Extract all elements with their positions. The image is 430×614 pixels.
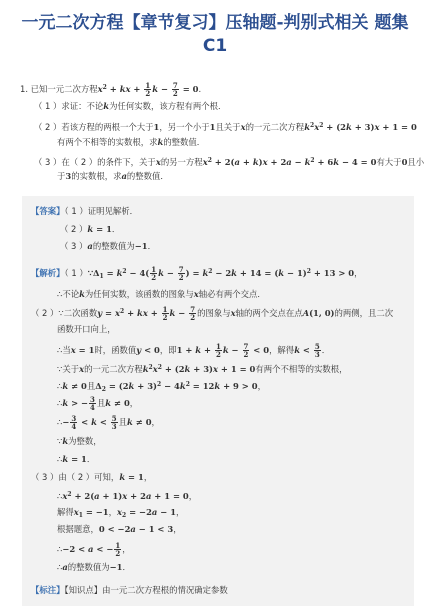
analysis-line-13: $\therefore x^2 + 2(a + 1)x + 2a + 1 = 0$， [57, 491, 198, 501]
analysis-line-7: ∴k ≠ 0且$\Delta_2 = (2k + 3)^2 - 4k^2 = 12k + 9 > 0$， [57, 381, 266, 393]
question-part-1: （ 1 ）求证：不论k为任何实数，该方程有两个根． [34, 101, 227, 111]
analysis-line-14: 解得$x_1 = -1$，$x_2 = -2a - 1$， [57, 507, 185, 519]
analysis-line-1: 【解析】（ 1 ）$\because\Delta_1 = k^2 - 4$( $\frac{1}{2}$ k − $\frac{7}{2}$ ) = $k^2 - 2k + 14 = (k - 1)^2 + 13 > 0$， [31, 265, 363, 282]
question-part-2: （ 2 ）若该方程的两根一个大于1，另一个小于1且关于x的一元二次方程$k^2x^2 + (2k + 3)x + 1 = 0$ [34, 122, 417, 132]
note-line: 【标注】【知识点】由一元二次方程根的情况确定参数 [31, 585, 228, 595]
analysis-tag: 【解析】 [31, 268, 65, 278]
question-part-3-line-2: 于3的实数根，求a的整数值． [57, 171, 169, 181]
answer-tag: 【答案】 [31, 206, 65, 216]
answer-line-3: （ 3 ）a的整数值为−1． [60, 241, 156, 251]
analysis-line-11: ∴k = 1． [57, 454, 96, 464]
analysis-line-12: （ 3 ）由（ 2 ）可知，k = 1， [31, 472, 153, 482]
note-tag: 【标注】 [31, 585, 65, 595]
analysis-line-3: （ 2 ）∵二次函数$y = x^2$ + kx + $\frac{1}{2}$ k − $\frac{7}{2}$ 的图象与x轴的两个交点在点A(1, 0)的两侧，且二次 [31, 305, 394, 322]
question-part-2-line-2: 有两个不相等的实数根，求k的整数值． [57, 137, 206, 147]
page-title [0, 12, 430, 58]
analysis-line-5: ∴当x = 1时，函数值y < 0，即1 + k + $\frac{1}{2}$ k − $\frac{7}{2}$ < 0，解得k < $\frac{5}{3}$ ． [57, 342, 331, 359]
answer-line-2: （ 2 ）k = 1． [60, 224, 121, 234]
analysis-line-9: ∴− $\frac{3}{4}$ < k < $\frac{5}{3}$ 且k ≠ 0， [57, 414, 160, 431]
title-line-2: C1 [202, 36, 228, 56]
analysis-line-8: ∴k > − $\frac{3}{4}$ 且k ≠ 0， [57, 395, 139, 412]
analysis-line-2: ∴不论k为任何实数，该函数的图象与x轴必有两个交点． [57, 289, 266, 299]
answer-line-1: 【答案】（ 1 ）证明见解析． [31, 206, 138, 216]
analysis-line-6: ∵关于x的一元二次方程$k^2x^2 + (2k + 3)x + 1 = 0$有两个不相等的实数根， [57, 364, 348, 374]
question-part-3: （ 3 ）在（ 2 ）的条件下，关于x的另一方程$x^2 + 2(a + k)x + 2a - k^2 + 6k - 4 = 0$有大于0且小 [34, 157, 425, 167]
analysis-line-15: 根据题意，0 < −2a − 1 < 3， [57, 524, 182, 534]
analysis-line-17: ∴a的整数值为−1． [57, 562, 131, 572]
question-number: 1. [20, 84, 28, 94]
analysis-line-10: ∵k为整数， [57, 436, 102, 446]
title-line-1: 一元二次方程【章节复习】压轴题-判别式相关 题集 [21, 13, 409, 33]
analysis-line-16: ∴−2 < a < − $\frac{1}{2}$ ， [57, 541, 131, 558]
question-stem: 1. 已知一元二次方程$x^2$ + kx + $\frac{1}{2}$ k − $\frac{7}{2}$ = 0. [20, 81, 202, 98]
analysis-line-4: 函数开口向上， [57, 324, 116, 334]
